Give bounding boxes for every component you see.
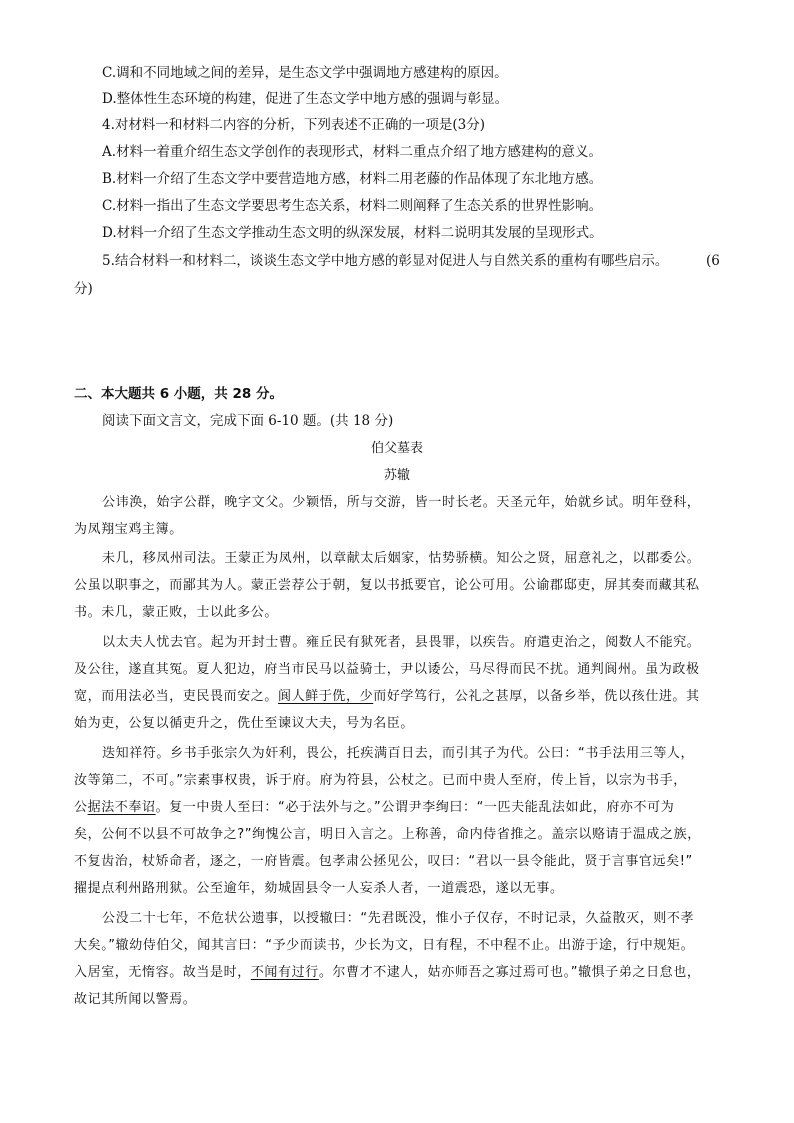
passage-line: 始为吏，公复以循吏升之，侁仕至谏议大夫，号为名臣。 <box>74 716 415 731</box>
section-intro: 阅读下面文言文，完成下面 6-10 题。(共 18 分) <box>102 413 394 429</box>
underlined-sentence: 据法不奉诏 <box>87 800 156 815</box>
passage-line: 为凤翔宝鸡主簿。 <box>74 522 183 537</box>
passage-title: 伯父墓表 <box>370 441 423 456</box>
passage-text: 公 <box>74 800 88 815</box>
q3-option-d: D.整体性生态环境的构建，促进了生态文学中地方感的强调与彰显。 <box>102 91 509 107</box>
passage-text: 宽，而用法必当，吏民畏而安之。 <box>74 689 279 704</box>
passage-line: 故记其所闻以警焉。 <box>74 992 197 1007</box>
passage-line: 公没二十七年，不危状公遗事，以授辙曰：“先君既没，惟小子仅存，不时记录，久益散灭，则不孝 <box>102 911 695 926</box>
q5-stem: 5.结合材料一和材料二，谈谈生态文学中地方感的彰显对促进人与自然关系的重构有哪些启示。 <box>102 253 669 269</box>
q4-option-c: C.材料一指出了生态文学要思考生态关系，材料二则阐释了生态关系的世界性影响。 <box>102 198 603 214</box>
passage-line: 汝等第二，不可。”宗素事权贵，诉于府。府为符县，公杖之。已而中贵人至府，传上旨，以宗为书手， <box>74 773 687 788</box>
q4-option-d: D.材料一介绍了生态文学推动生态文明的纵深发展，材料二说明其发展的呈现形式。 <box>102 225 603 241</box>
q5-score-part2: 分) <box>74 281 93 297</box>
passage-line <box>74 964 700 982</box>
underlined-sentence: 不闻有过行 <box>250 965 319 980</box>
passage-line: 及公往，遂直其冤。夏人犯边，府当市民马以益骑士，尹以诿公，马尽得而民不扰。通判阆州。虽为政极 <box>74 662 700 677</box>
passage-text: 入居室，无惰容。故当是时， <box>74 965 251 980</box>
q5-score-part1: (6 <box>706 253 720 269</box>
passage-line: 迭知祥符。乡书手张宗久为奸利，畏公，托疾满百日去，而引其子为代。公曰：“书手法用三等人， <box>102 746 695 761</box>
passage-line: 大矣。”辙幼侍伯父，闻其言曰：“予少而读书，少长为文，日有程，不中程不止。出游于途，行中规矩。 <box>74 938 695 953</box>
q4-option-b: B.材料一介绍了生态文学中要营造地方感，材料二用老藤的作品体现了东北地方感。 <box>102 171 603 187</box>
passage-text: 。复一中贵人至曰：“必于法外与之。”公谓尹李绚曰：“一匹夫能乱法如此，府亦不可为 <box>155 800 675 815</box>
passage-line: 矣，公何不以县不可故争之?”绚愧公言，明日入言之。上称善，命内侍省推之。盖宗以赂请于温成之族， <box>74 827 701 842</box>
passage-author: 苏辙 <box>383 468 410 483</box>
q3-option-c: C.调和不同地域之间的差异，是生态文学中强调地方感建构的原因。 <box>102 65 508 81</box>
passage-line: 以太夫人忧去官。起为开封士曹。雍丘民有狱死者，县畏罪，以疾告。府遣吏治之，阅数人不能究。 <box>102 635 701 650</box>
section-heading: 二、本大题共 6 小题，共 28 分。 <box>74 386 283 402</box>
passage-line: 公讳涣，始字公群，晚字文父。少颖悟，所与交游，皆一时长老。天圣元年，始就乡试。明年登科， <box>102 495 701 510</box>
passage-line <box>74 799 674 817</box>
passage-line <box>74 688 700 706</box>
q4-stem: 4.对材料一和材料二内容的分析，下列表述不正确的一项是(3分) <box>102 117 486 133</box>
passage-text: 。尔曹才不逮人，姑亦师吾之寡过焉可也。”辙惧子弟之日怠也， <box>318 965 701 980</box>
q4-option-a: A.材料一着重介绍生态文学创作的表现形式，材料二重点介绍了地方感建构的意义。 <box>102 144 603 160</box>
passage-line: 未几，移凤州司法。王蒙正为凤州，以章献太后姻家，怙势骄横。知公之贤，屈意礼之，以郡委公。 <box>102 551 701 566</box>
passage-line: 书。未几，蒙正败，士以此多公。 <box>74 605 279 620</box>
passage-line: 不复齿治，杖矫命者，逐之，一府皆震。包孝肃公拯见公，叹曰：“君以一县令能此，贤于言事官远矣!” <box>74 854 693 869</box>
passage-line: 擢提点利州路刑狱。公至逾年，劾城固县令一人妄杀人者，一道震恐，遂以无事。 <box>74 881 564 896</box>
underlined-sentence: 阆人鲜于侁，少 <box>278 689 374 704</box>
passage-line: 公虽以职事之，而鄙其为人。蒙正尝荐公于朝，复以书抵要官，论公可用。公谕郡邸吏，屏其奏而藏其私 <box>74 578 700 593</box>
passage-text: 而好学笃行，公礼之甚厚，以备乡举，侁以孩仕进。其 <box>373 689 700 704</box>
